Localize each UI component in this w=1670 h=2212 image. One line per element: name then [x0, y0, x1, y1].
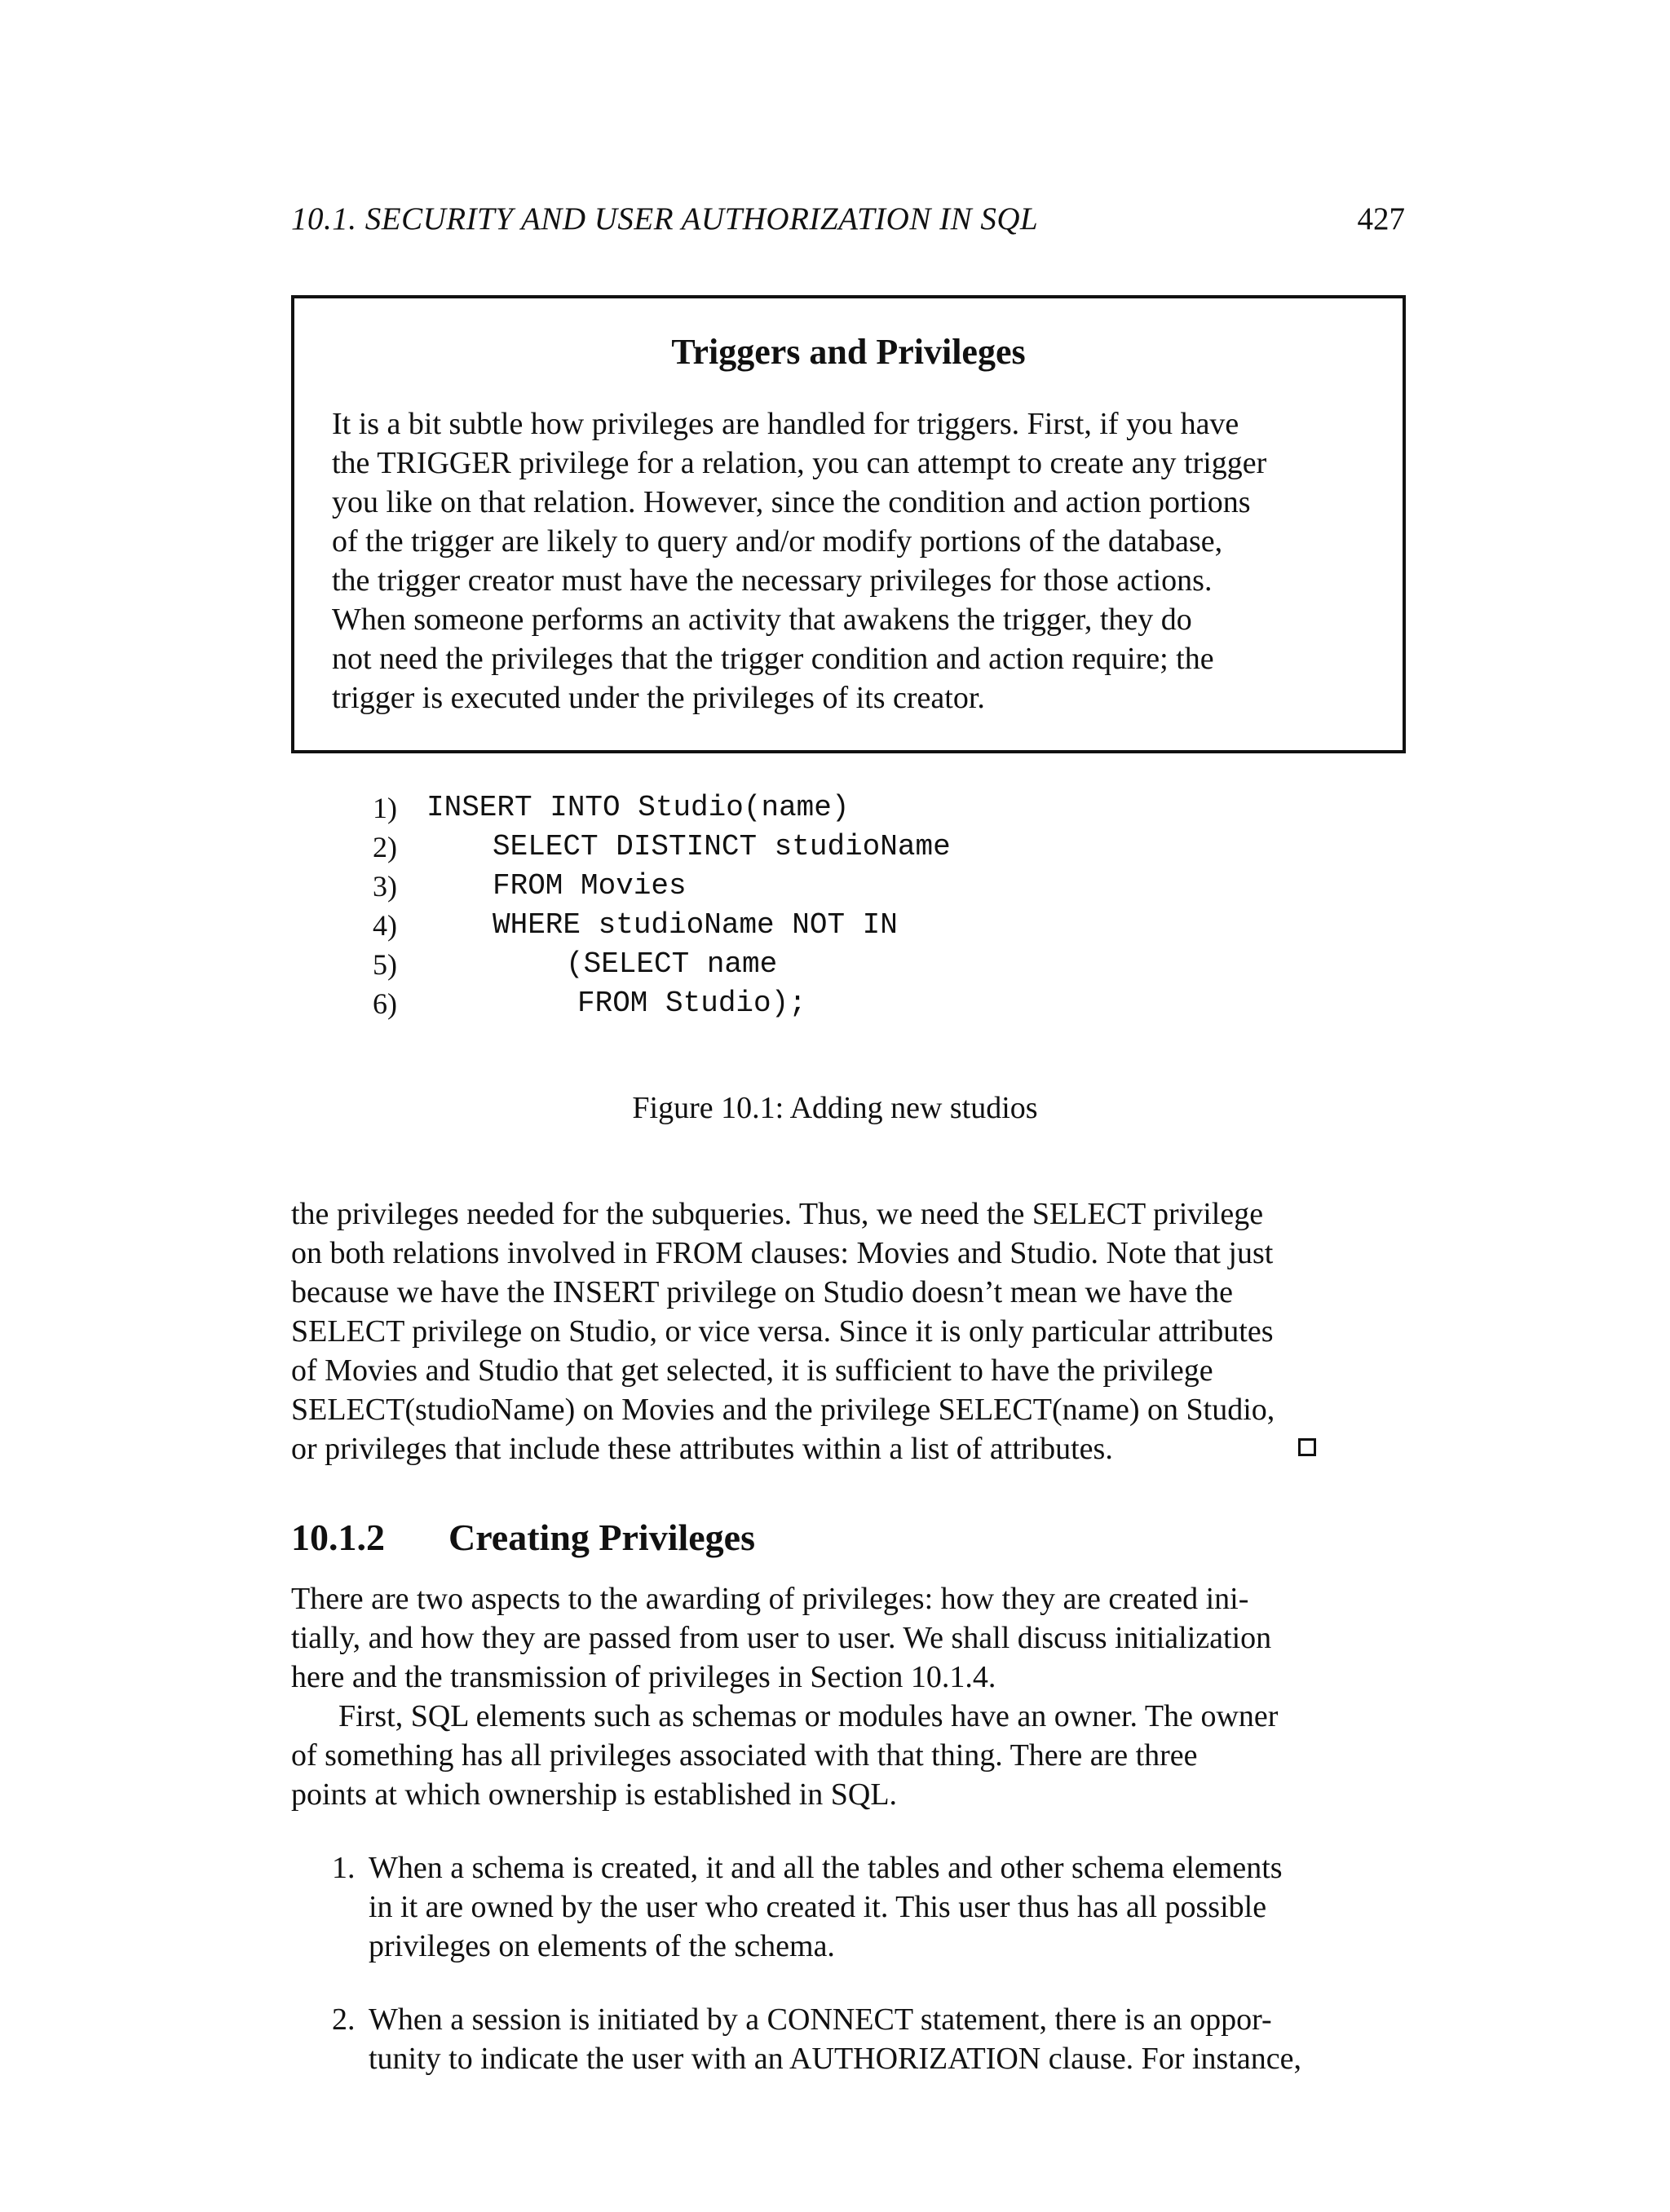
box-line: you like on that relation. However, since the condition and action portions — [332, 485, 1251, 519]
sidebar-box — [291, 295, 1406, 753]
text-line: privileges on elements of the schema. — [369, 1929, 835, 1963]
box-line: trigger is executed under the privileges of its creator. — [332, 681, 985, 715]
section-number: 10.1.2 — [291, 1517, 385, 1558]
code-line-number: 5) — [373, 948, 397, 981]
text-line: tially, and how they are passed from user to user. We shall discuss initialization — [291, 1621, 1272, 1655]
code-line: FROM Movies — [493, 869, 687, 903]
list-item-number: 1. — [332, 1851, 356, 1885]
text-line: tunity to indicate the user with an AUTHORIZATION clause. For instance, — [369, 2042, 1301, 2076]
text-line: here and the transmission of privileges in Section 10.1.4. — [291, 1660, 996, 1694]
box-line: of the trigger are likely to query and/or modify portions of the database, — [332, 524, 1223, 559]
list-item-number: 2. — [332, 2002, 356, 2037]
text-line: First, SQL elements such as schemas or modules have an owner. The owner — [338, 1699, 1279, 1733]
text-line: on both relations involved in FROM clauses: Movies and Studio. Note that just — [291, 1236, 1274, 1270]
box-line: It is a bit subtle how privileges are handled for triggers. First, if you have — [332, 407, 1239, 441]
code-line-number: 1) — [373, 792, 397, 824]
running-head: 10.1. SECURITY AND USER AUTHORIZATION IN SQL — [291, 201, 1039, 236]
text-line: SELECT(studioName) on Movies and the privilege SELECT(name) on Studio, — [291, 1393, 1275, 1427]
text-line: There are two aspects to the awarding of privileges: how they are created ini- — [291, 1582, 1249, 1616]
code-line: (SELECT name — [566, 947, 778, 981]
box-line: When someone performs an activity that awakens the trigger, they do — [332, 603, 1192, 637]
code-line: INSERT INTO Studio(name) — [426, 791, 850, 824]
box-title: Triggers and Privileges — [671, 332, 1026, 372]
box-line: the trigger creator must have the necessary privileges for those actions. — [332, 563, 1213, 598]
section-title: Creating Privileges — [448, 1517, 755, 1558]
box-line: not need the privileges that the trigger condition and action require; the — [332, 642, 1214, 676]
code-line-number: 6) — [373, 987, 397, 1020]
code-line-number: 4) — [373, 909, 397, 942]
text-line: When a schema is created, it and all the tables and other schema elements — [369, 1851, 1283, 1885]
text-line: in it are owned by the user who created it. This user thus has all possible — [369, 1890, 1267, 1924]
code-line-number: 2) — [373, 831, 397, 863]
text-line: of Movies and Studio that get selected, it is sufficient to have the privilege — [291, 1353, 1213, 1388]
text-line: the privileges needed for the subqueries. Thus, we need the SELECT privilege — [291, 1197, 1264, 1231]
text-line: SELECT privilege on Studio, or vice versa. Since it is only particular attributes — [291, 1314, 1274, 1349]
text-line: points at which ownership is established in SQL. — [291, 1777, 898, 1812]
text-line: When a session is initiated by a CONNECT statement, there is an oppor- — [369, 2002, 1272, 2037]
end-of-proof-icon — [1298, 1438, 1316, 1456]
page-number: 427 — [1357, 201, 1405, 236]
figure-caption: Figure 10.1: Adding new studios — [632, 1091, 1038, 1125]
code-line: SELECT DISTINCT studioName — [493, 830, 951, 863]
code-line: FROM Studio); — [577, 987, 806, 1020]
text-line: of something has all privileges associated with that thing. There are three — [291, 1738, 1198, 1773]
text-line: because we have the INSERT privilege on Studio doesn’t mean we have the — [291, 1275, 1233, 1309]
box-line: the TRIGGER privilege for a relation, you can attempt to create any trigger — [332, 446, 1267, 480]
text-line: or privileges that include these attributes within a list of attributes. — [291, 1432, 1113, 1466]
code-line: WHERE studioName NOT IN — [493, 908, 898, 942]
code-line-number: 3) — [373, 870, 397, 903]
